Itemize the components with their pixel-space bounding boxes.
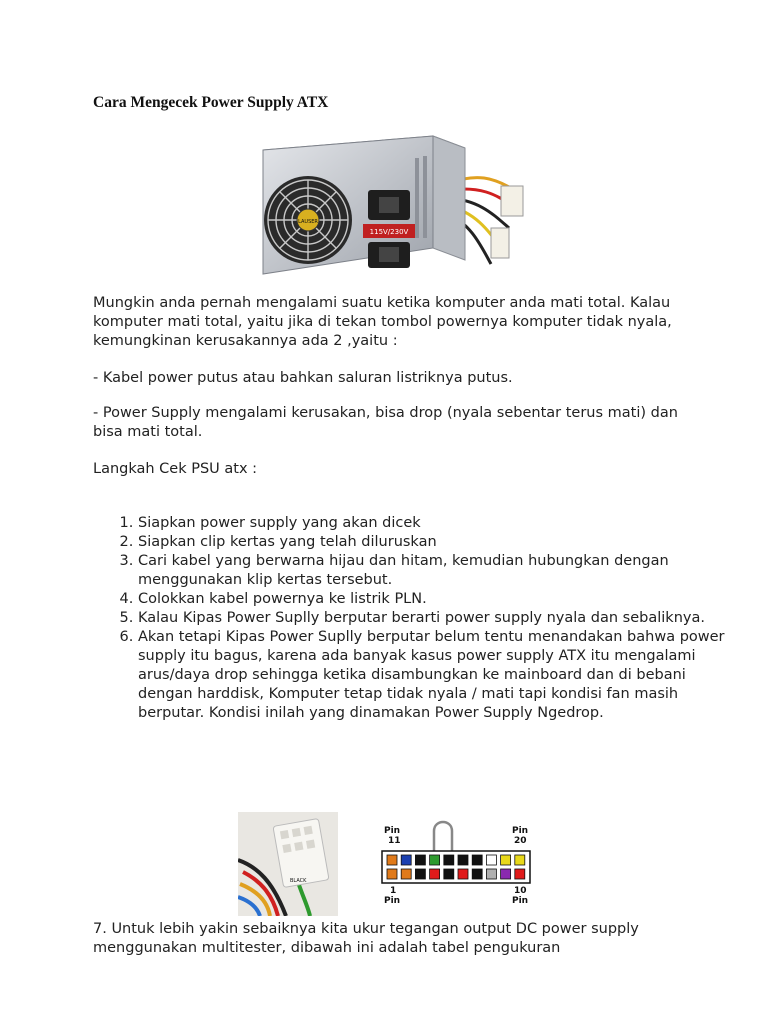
svg-text:BLACK: BLACK [290,878,307,884]
pin-square [472,869,482,879]
pin-square [401,855,411,865]
svg-text:Pin20: Pin 20 [512,826,529,846]
pin-square [458,869,468,879]
pin-square [387,855,397,865]
pin-square [444,855,454,865]
pin-square [415,855,425,865]
list-item: 5. Kalau Kipas Power Suplly berputar berarti power supply nyala dan sebaliknya. [138,609,738,628]
svg-text:115V/230V: 115V/230V [369,228,409,236]
svg-text:LAUSER: LAUSER [298,219,318,225]
pin-square [430,869,440,879]
steps-heading: Langkah Cek PSU atx : [93,461,258,477]
document-title: Cara Mengecek Power Supply ATX [93,94,329,111]
pin-square [501,855,511,865]
list-item: 4. Colokkan kabel powernya ke listrik PLN. [138,590,738,609]
list-item: 6. Akan tetapi Kipas Power Suplly berputar belum tentu menandakan bahwa power supply itu bagus, karena ada banyak kasus power supply ATX itu mengalami arus/daya drop sehingga ketika disambungkan ke mainboard dan di bebani dengan harddisk, Komputer tetap tidak nyala / mati tapi kondisi fan masih berputar. Kondisi inilah yang dinamakan Power Supply Ngedrop. [138,628,738,723]
cause-1-paragraph: - Kabel power putus atau bahkan saluran listriknya putus. [93,370,513,386]
intro-paragraph: Mungkin anda pernah mengalami suatu ketika komputer anda mati total. Kalau komputer mati total, yaitu jika di tekan tombol powernya komputer tidak nyala, kemungkinan kerusakannya ada 2 ,yaitu : [93,295,672,349]
cause-2-paragraph: - Power Supply mengalami kerusakan, bisa drop (nyala sebentar terus mati) dan bisa mati total. [93,405,678,440]
pin-square [415,869,425,879]
atx-pinout-diagram [378,815,536,907]
atx-connector-photo [238,812,338,916]
pin-square [472,855,482,865]
steps-list [93,514,738,723]
svg-text:1Pin: 1 Pin [384,886,401,906]
pin-square [444,869,454,879]
pin-square [515,855,525,865]
list-item: 3. Cari kabel yang berwarna hijau dan hitam, kemudian hubungkan dengan menggunakan klip kertas tersebut. [138,552,738,590]
step-7-paragraph: 7. Untuk lebih yakin sebaiknya kita ukur tegangan output DC power supply menggunakan multitester, dibawah ini adalah tabel pengukuran [93,921,639,956]
pin-square [401,869,411,879]
pin-square [430,855,440,865]
pin-square [458,855,468,865]
list-item: 1. Siapkan power supply yang akan dicek [138,514,738,533]
pin-square [501,869,511,879]
list-item: 2. Siapkan clip kertas yang telah diluruskan [138,533,738,552]
svg-text:10Pin: 10 Pin [512,886,529,906]
svg-text:Pin11: Pin 11 [384,826,401,846]
pin-square [486,855,496,865]
pin-square [515,869,525,879]
pin-square [486,869,496,879]
power-supply-image [243,128,530,290]
pin-square [387,869,397,879]
